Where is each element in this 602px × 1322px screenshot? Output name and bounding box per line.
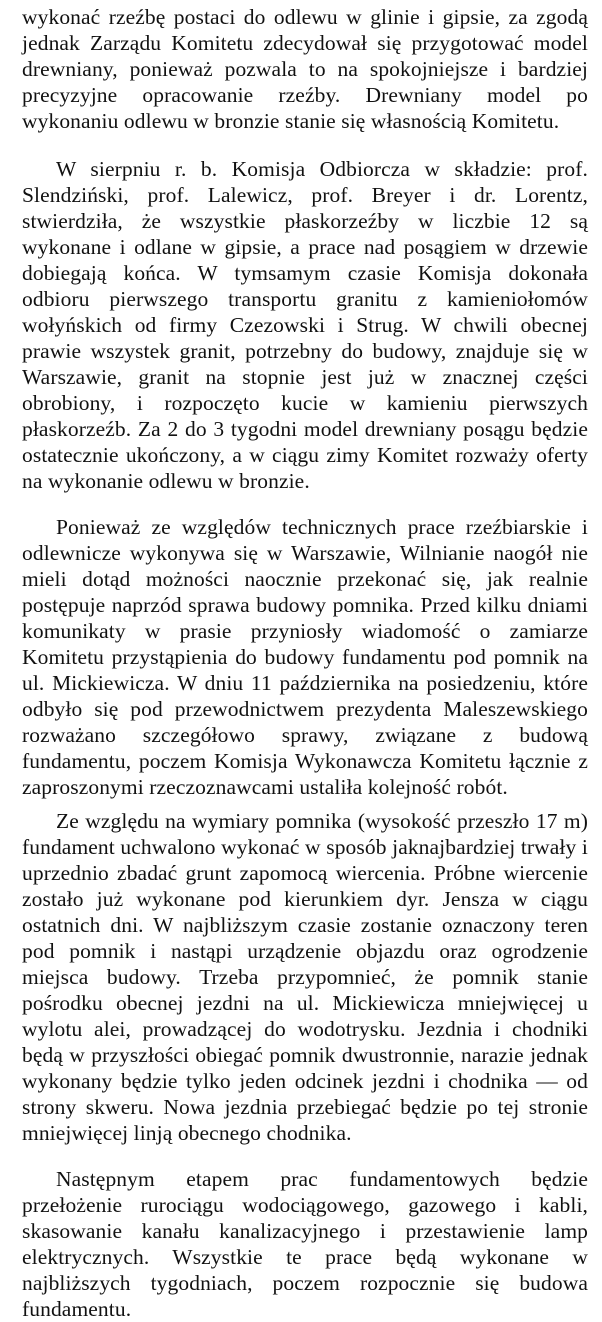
paragraph-construction-progress: Ponieważ ze względów technicznych prace rzeźbiarskie i odlewnicze wykonywa się w Warszawie, Wilnianie naogół nie mieli dotąd możności naocznie przekonać się, jak realnie postępuje naprzód sprawa budowy pomnika. Przed kilku dniami komunikaty w prasie przyniosły wiadomość o zamiarze Komitetu przystąpienia do budowy fundamentu pod pomnik na ul. Mickiewicza. W dniu 11 października na posiedzeniu, które odbyło się pod przewodnictwem prezydenta Maleszewskiego rozważano szczegółowo sprawy, związane z budową fundamentu, poczem Komisja Wykonawcza Komitetu łącznie z zaproszonymi rzeczoznawcami ustaliła kolejność robót. (22, 515, 588, 799)
paragraph-commission-inspection: W sierpniu r. b. Komisja Odbiorcza w składzie: prof. Slendziński, prof. Lalewicz, prof. Breyer i dr. Lorentz, stwierdziła, że wszystkie płaskorzeźby w liczbie 12 są wykonane i odlane w gipsie, a prace nad posągiem w drzewie dobiegają końca. W tymsamym czasie Komisja dokonała odbioru pierwszego transportu granitu z kamieniołomów wołyńskich od firmy Czezowski i Strug. W chwili obecnej prawie wszystek granit, potrzebny do budowy, znajduje się w Warszawie, granit na stopnie jest już w znacznej części obrobiony, i rozpoczęto kucie w kamieniu pierwszych płaskorzeźb. Za 2 do 3 tygodni model drewniany posągu będzie ostatecznie ukończony, a w ciągu zimy Komitet rozważy oferty na wykonanie odlewu w bronzie. (22, 157, 588, 493)
paragraph-next-stage: Następnym etapem prac fundamentowych będzie przełożenie rurociągu wodociągowego, gazowego i kabli, skasowanie kanału kanalizacyjnego i przestawienie lamp elektrycznych. Wszystkie te prace będą wykonane w najbliższych tygodniach, poczem rozpocznie się budowa fundamentu. (22, 1167, 588, 1321)
paragraph-foundation-plan: Ze względu na wymiary pomnika (wysokość przeszło 17 m) fundament uchwalono wykonać w sposób jaknajbardziej trwały i uprzednio zbadać grunt zapomocą wiercenia. Próbne wiercenie zostało już wykonane pod kierunkiem dyr. Jensza w ciągu ostatnich dni. W najbliższym czasie zostanie oznaczony teren pod pomnik i nastąpi urządzenie objazdu oraz ogrodzenie miejsca budowy. Trzeba przypomnieć, że pomnik stanie pośrodku obecnej jezdni na ul. Mickiewicza mniejwięcej u wylotu alei, prowadzącej do wodotrysku. Jezdnia i chodniki będą w przyszłości obiegać pomnik dwustronnie, narazie jednak wykonany będzie tylko jeden odcinek jezdni i chodnika — od strony skweru. Nowa jezdnia przebiegać będzie po tej stronie mniejwięcej linją obecnego chodnika. (22, 809, 588, 1145)
document-page (22, 4, 588, 1322)
paragraph-continuation: wykonać rzeźbę postaci do odlewu w glinie i gipsie, za zgodą jednak Zarządu Komitetu zdecydował się przygotować model drewniany, ponieważ pozwala to na spokojniejsze i bardziej precyzyjne opracowanie rzeźby. Drewniany model po wykonaniu odlewu w bronzie stanie się własnością Komitetu. (22, 5, 588, 133)
